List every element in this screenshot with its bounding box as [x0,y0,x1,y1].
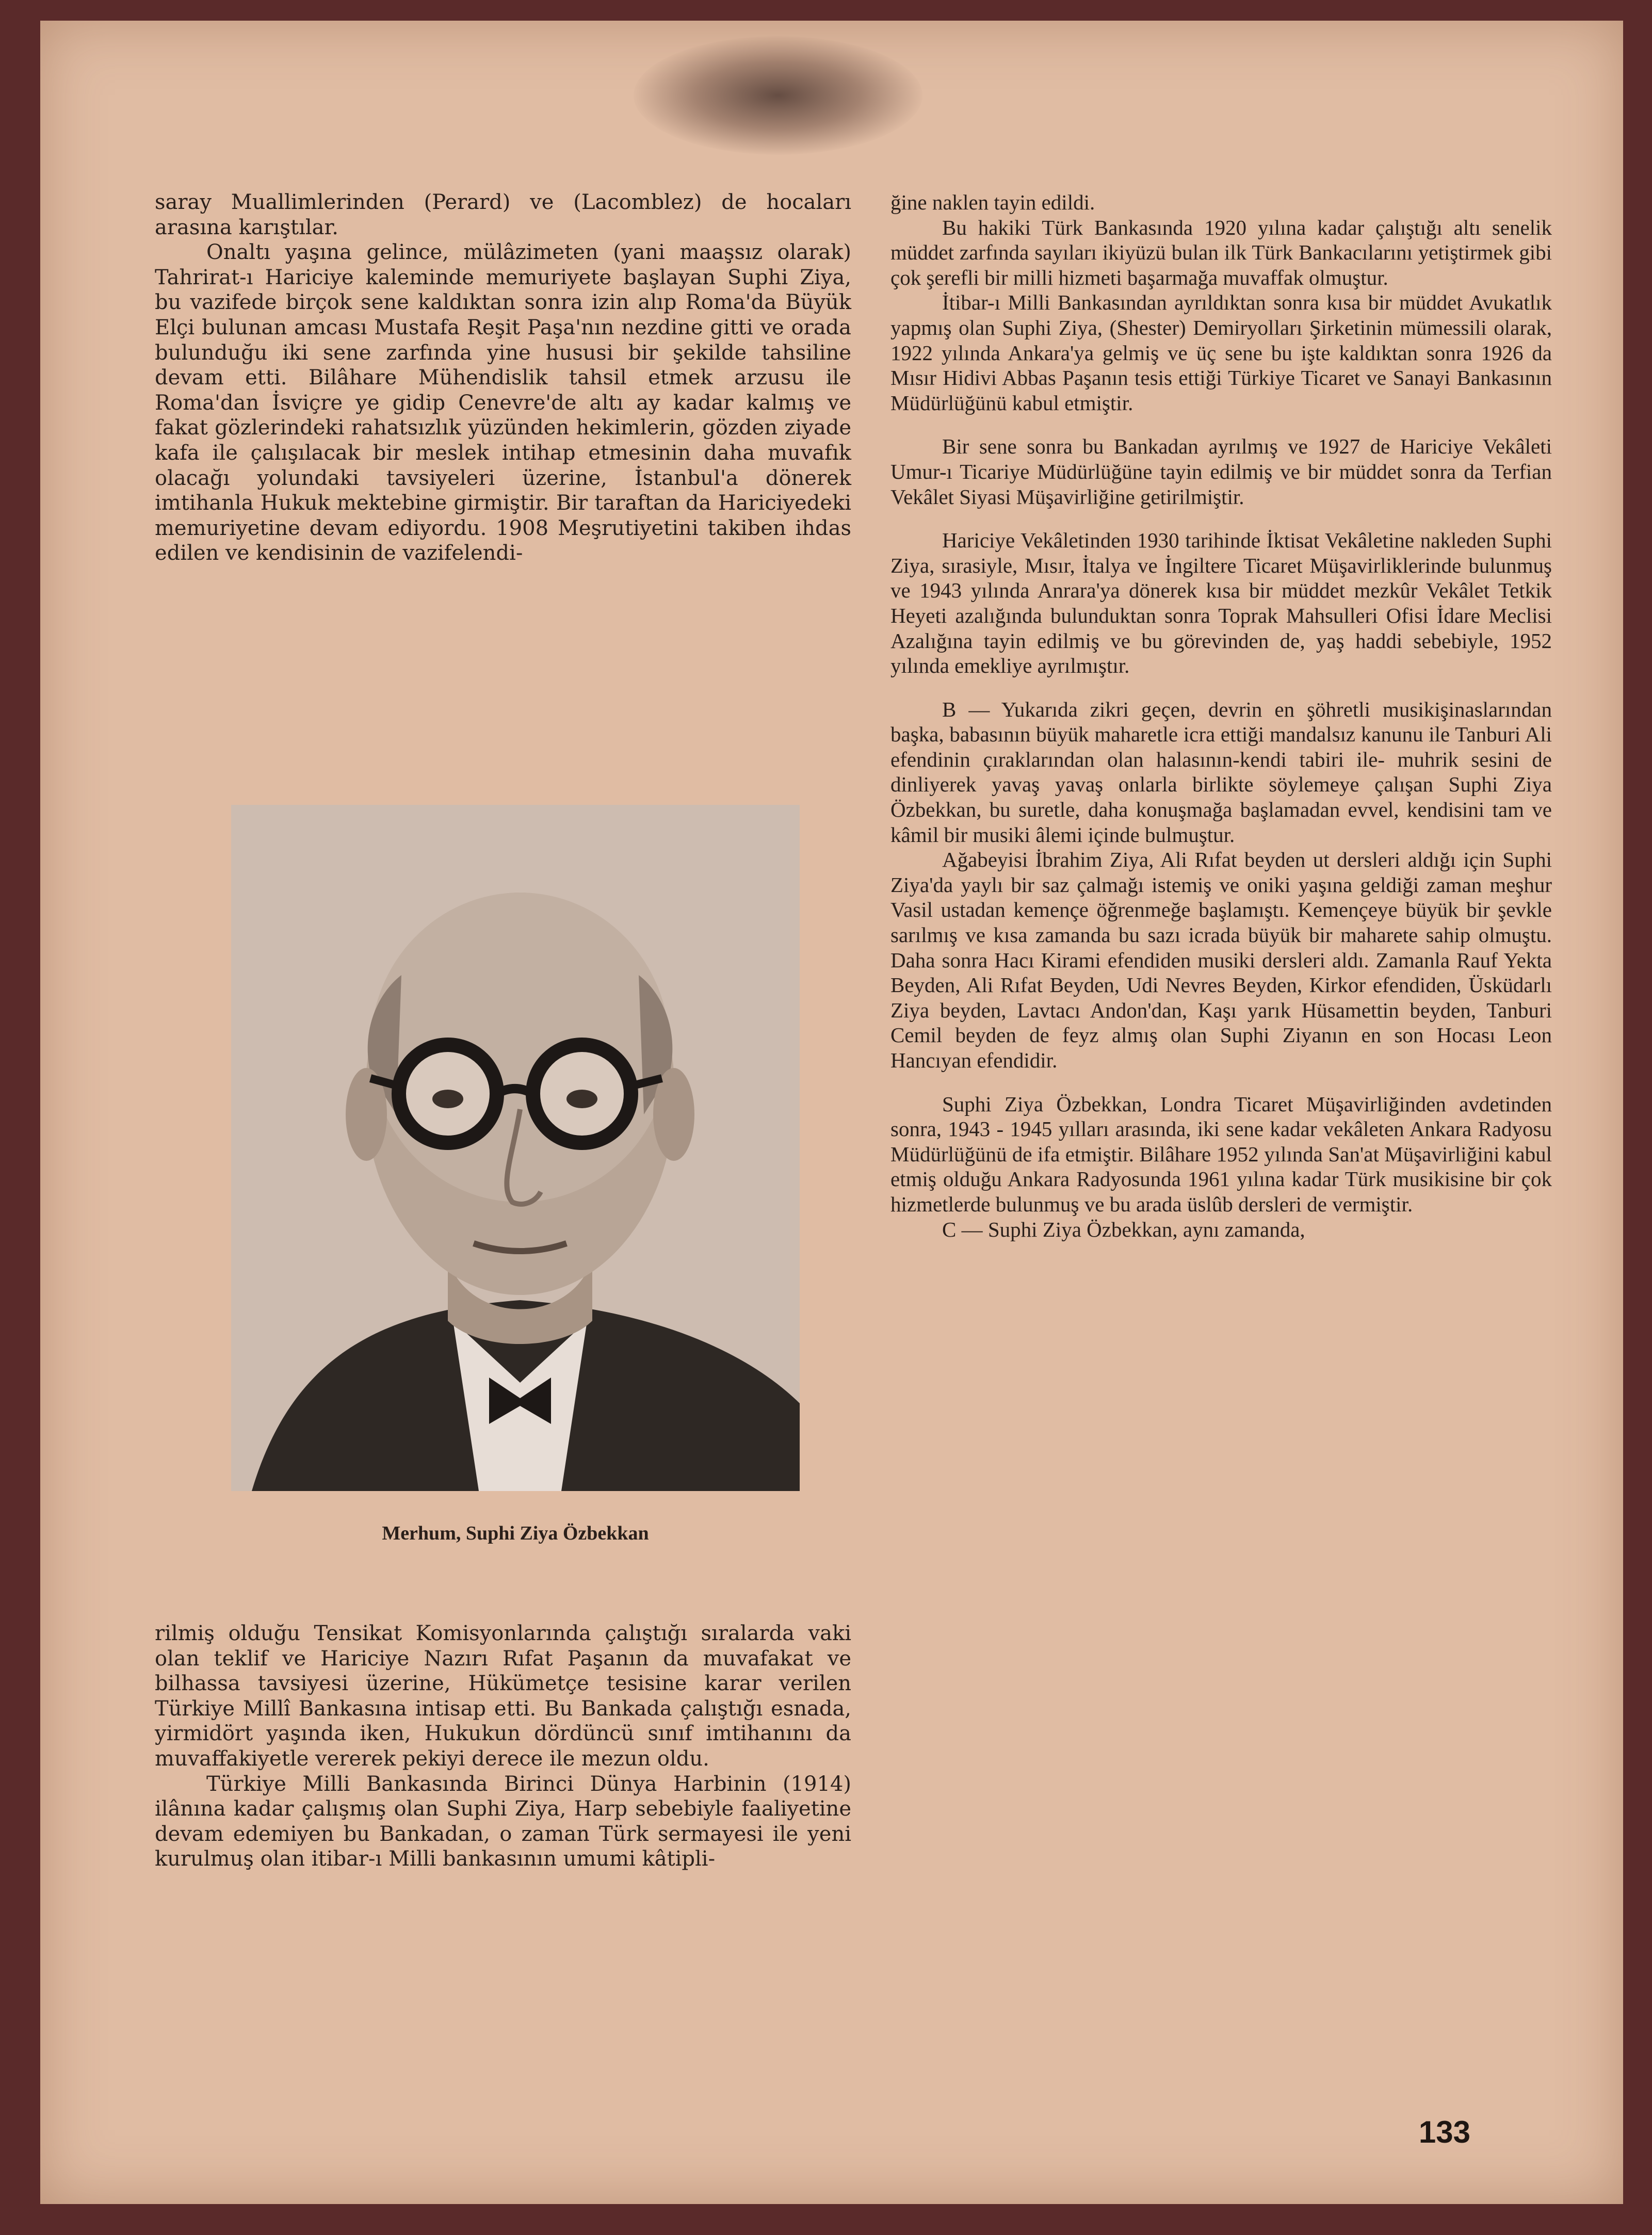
paragraph: Türkiye Milli Bankasında Birinci Dünya Harbinin (1914) ilânına kadar çalışmış olan Suphi Ziya, Harp sebebiyle faaliyetine devam edemiyen bu Bankadan, o zaman Türk sermayesi ile yeni kurulmuş olan itibar-ı Milli bankasının umumi kâtipli- [155,1772,851,1871]
paragraph: Hariciye Vekâletinden 1930 tarihinde İktisat Vekâletine nakleden Suphi Ziya, sırasiyle, Mısır, İtalya ve İngiltere Ticaret Müşavirliklerinde bulunmuş ve 1943 yılında Anrara'ya dönerek kısa bir müddet mezkûr Vekâlet Tetkik Heyeti azalığında bulunduktan sonra Toprak Mahsulleri Ofisi İdare Meclisi Azalığına tayin edilmiş ve bu görevinden de, yaş haddi sebebiyle, 1952 yılında emekliye ayrılmıştır. [890,528,1552,678]
paragraph: Onaltı yaşına gelince, mülâzimeten (yani maaşsız olarak) Tahrirat-ı Hariciye kaleminde memuriyete başlayan Suphi Ziya, bu vazifede birçok sene kaldıktan sonra izin alıp Roma'da Büyük Elçi bulunan amcası Mustafa Reşit Paşa'nın nezdine gitti ve orada bulunduğu iki sene zarfında yine hususi bir şekilde tahsiline devam etti. Bilâhare Mühendislik tahsil etmek arzusu ile Roma'dan İsviçre ye gidip Cenevre'de altı ay kadar kalmış ve fakat gözlerindeki rahatsızlık yüzünden hekimlerin, gözden ziyade kafa ile çalışılacak bir meslek intihap etmesinin daha muvafık olacağı yolundaki tavsiyeleri üzerine, İstanbul'a dönerek imtihanla Hukuk mektebine girmiştir. Bir taraftan da Hariciyedeki memuriyetine devam ediyordu. 1908 Meşrutiyetini takiben ihdas edilen ve kendisinin de vazifelendi- [155,240,851,565]
paragraph: Ağabeyisi İbrahim Ziya, Ali Rıfat beyden ut dersleri aldığı için Suphi Ziya'da yaylı bir saz çalmağı istemiş ve oniki yaşına geldiği zaman meşhur Vasil ustadan kemençe öğrenmeğe başlamıştı. Kemençeye büyük bir şevkle sarılmış ve kısa zamanda bu sazı icrada büyük bir maharete sahip olmuştu. Daha sonra Hacı Kirami efendiden musiki dersleri aldı. Zamanla Rauf Yekta Beyden, Ali Rıfat Beyden, Udi Nevres Beyden, Kirkor efendiden, Üsküdarlı Ziya beyden, Lavtacı Andon'dan, Kaşı yarık Hüsamettin beyden, Tanburi Cemil beyden de feyz almış olan Suphi Ziyanın en son Hocası Leon Hancıyan efendidir. [890,848,1552,1072]
left-column-top [155,190,851,566]
right-column [890,190,1552,1242]
paragraph: Suphi Ziya Özbekkan, Londra Ticaret Müşavirliğinden avdetinden sonra, 1943 - 1945 yılları arasında, iki sene kadar vekâleten Ankara Radyosu Müdürlüğünü de ifa etmiştir. Bilâhare 1952 yılında San'at Müşavirliğini kabul etmiş olduğu Ankara Radyosunda 1961 yılına kadar Türk musikisine bir çok hizmetlerde bulunmuş ve bu arada üslûb dersleri de vermiştir. [890,1092,1552,1216]
paragraph: Bu hakiki Türk Bankasında 1920 yılına kadar çalıştığı altı senelik müddet zarfında sayıları ikiyüzü bulan ilk Türk Bankacılarını yetiştirmek gibi çok şerefli bir milli hizmeti başarmağa muvaffak olmuştur. [890,215,1552,289]
paragraph: saray Muallimlerinden (Perard) ve (Lacomblez) de hocaları arasına karıştılar. [155,190,851,239]
paragraph: ğine naklen tayin edildi. [890,190,1095,214]
photo-caption: Merhum, Suphi Ziya Özbekkan [382,1523,649,1544]
left-column-bottom [155,1621,851,1872]
page-number: 133 [1418,2115,1470,2149]
paragraph: Bir sene sonra bu Bankadan ayrılmış ve 1927 de Hariciye Vekâleti Umur-ı Ticariye Müdürlüğüne tayin edilmiş ve bir müddet sonra da Terfian Vekâlet Siyasi Müşavirliğine getirilmiştir. [890,434,1552,509]
stain-mark [634,36,922,155]
magazine-page [40,21,1623,2204]
portrait-photo [231,805,800,1491]
paragraph: İtibar-ı Milli Bankasından ayrıldıktan sonra kısa bir müddet Avukatlık yapmış olan Suphi Ziya, (Shester) Demiryolları Şirketinin mümessili olarak, 1922 yılında Ankara'ya gelmiş ve üç sene bu işte kaldıktan sonra 1926 da Mısır Hidivi Abbas Paşanın tesis ettiği Türkiye Ticaret ve Sanayi Bankasının Müdürlüğünü kabul etmiştir. [890,290,1552,415]
paragraph: B — Yukarıda zikri geçen, devrin en şöhretli musikişinaslarından başka, babasının büyük maharetle icra ettiği mandalsız kanunu ile Tanburi Ali efendinin çıraklarından olan halasının-kendi tabiri ile- muhrik sesini de dinliyerek yavaş yavaş onlarla birlikte söylemeye çalışan Suphi Ziya Özbekkan, bu suretle, daha konuşmağa başlamadan evvel, kendisini tam ve kâmil bir musiki âlemi içinde bulmuştur. [890,697,1552,847]
portrait-image [231,805,800,1491]
paragraph: C — Suphi Ziya Özbekkan, aynı zamanda, [942,1217,1305,1241]
paragraph: rilmiş olduğu Tensikat Komisyonlarında çalıştığı sıralarda vaki olan teklif ve Hariciye Nazırı Rıfat Paşanın da muvafakat ve bilhassa tavsiyesi üzerine, Hükümetçe tesisine karar verilen Türkiye Millî Bankasına intisap etti. Bu Bankada çalıştığı esnada, yirmidört yaşında iken, Hukukun dördüncü sınıf imtihanını da muvaffakiyetle vererek pekiyi derece ile mezun oldu. [155,1622,851,1771]
